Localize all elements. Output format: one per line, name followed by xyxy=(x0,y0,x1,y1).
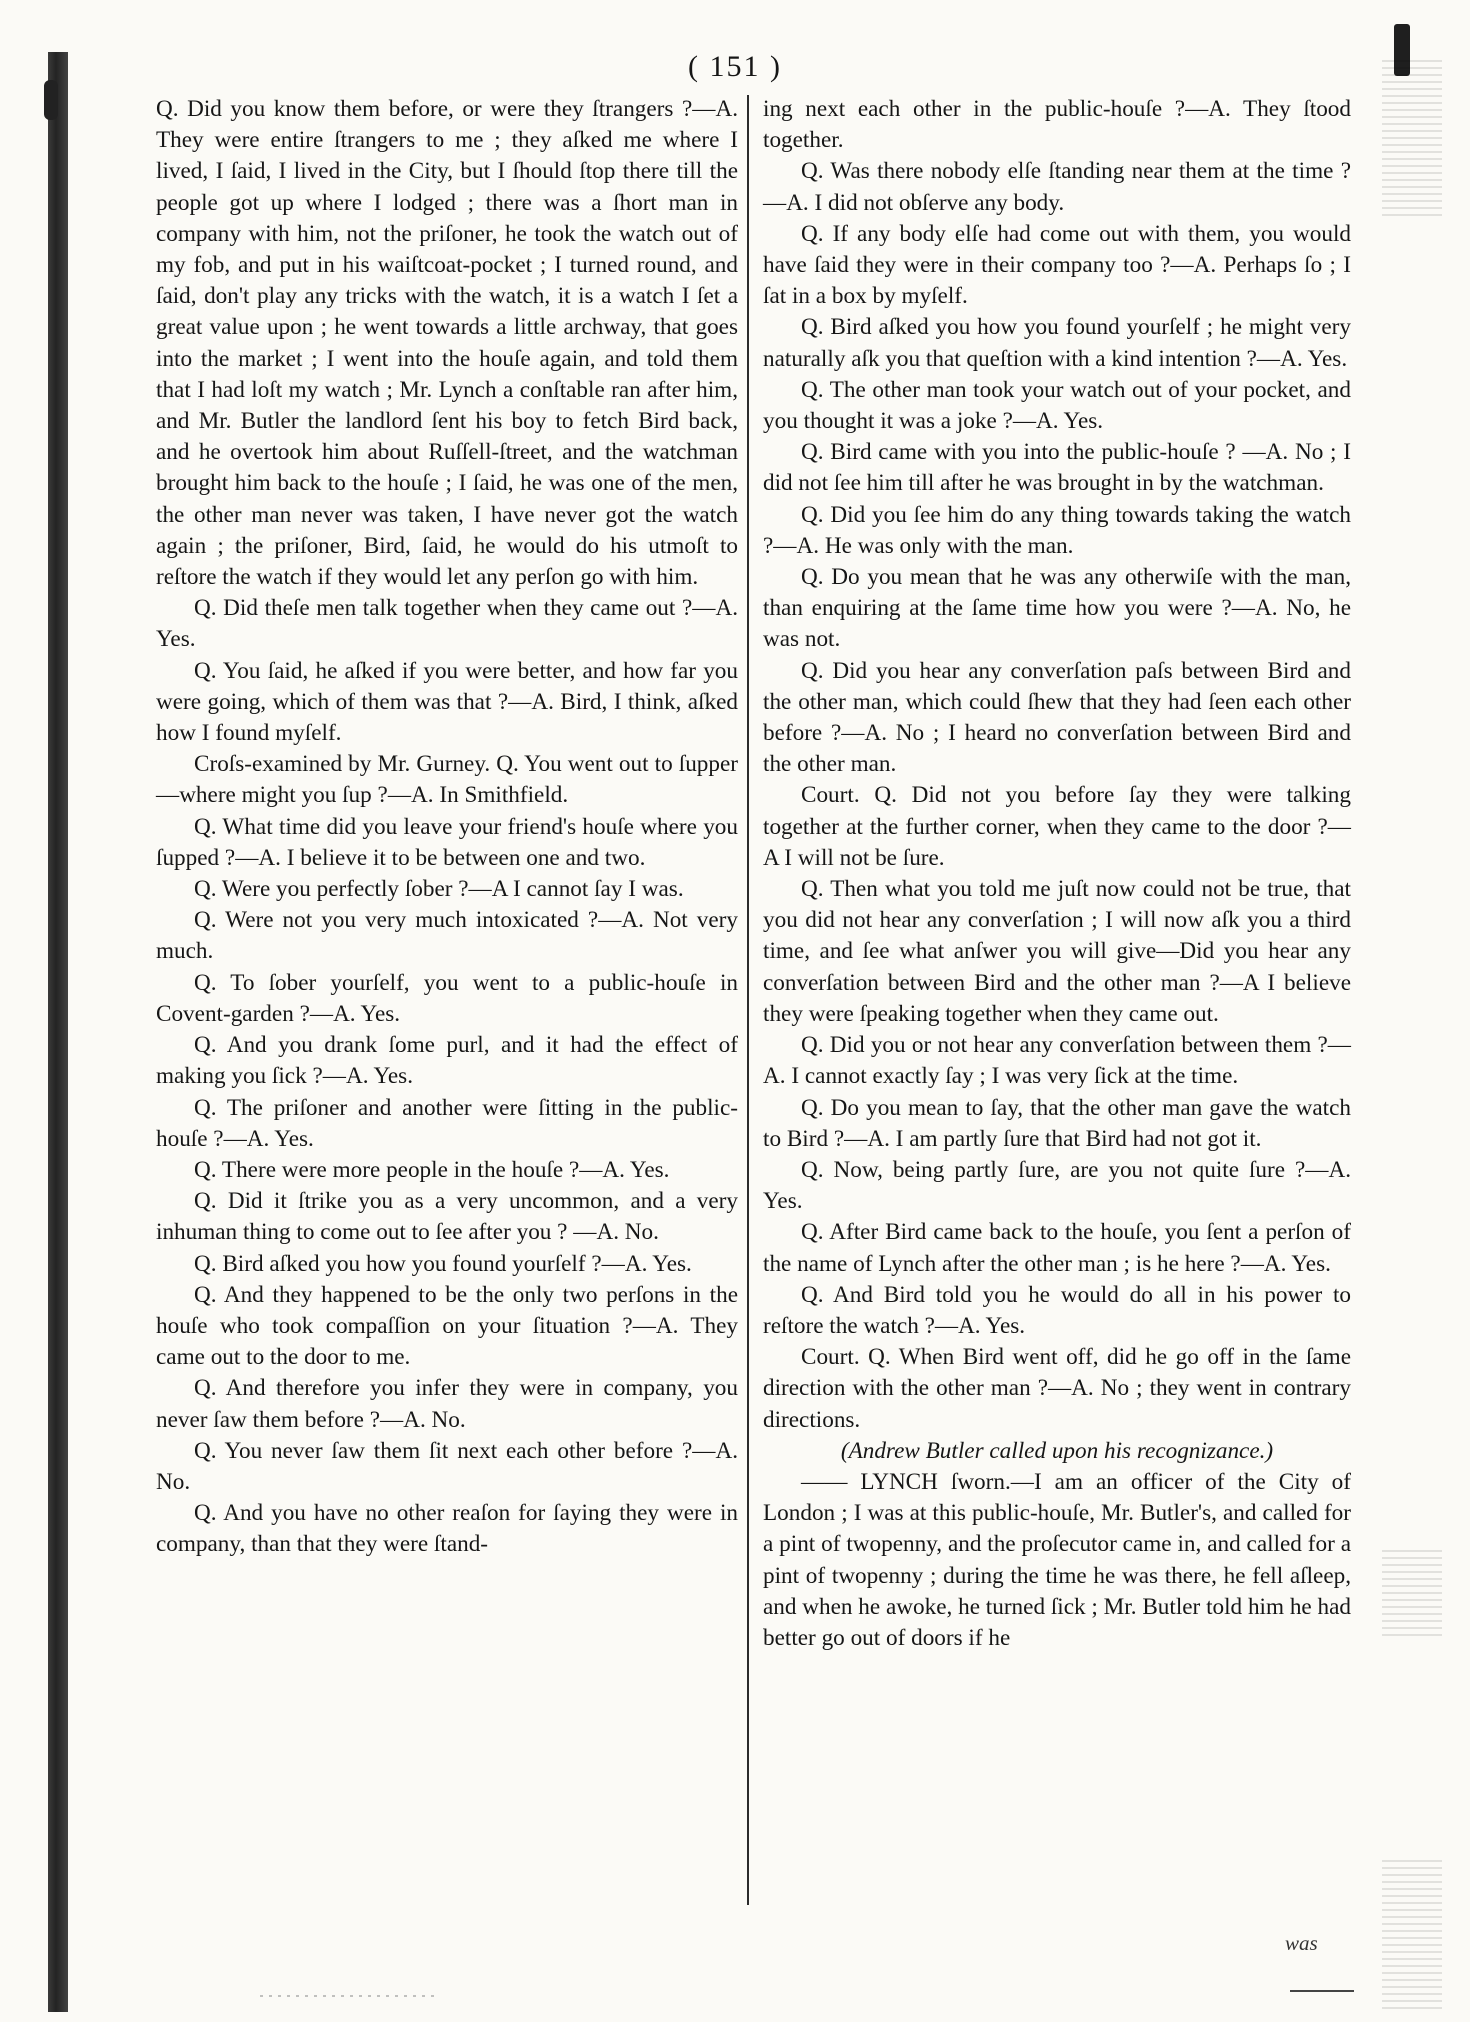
paragraph: ing next each other in the public-houſe ?—A. They ſtood together. xyxy=(763,96,1351,154)
paragraph: Q. Bird aſked you how you found yourſelf ; he might very naturally aſk you that queſtion with a kind intention ?—A. Yes. xyxy=(763,314,1351,372)
paragraph: Q. And you drank ſome purl, and it had the effect of making you ſick ?—A. Yes. xyxy=(156,1032,738,1090)
paragraph: Q. There were more people in the houſe ?—A. Yes. xyxy=(194,1156,670,1183)
paragraph: —— LYNCH ſworn.—I am an officer of the City of London ; I was at this public-houſe, Mr. Butler's, and called for a pint of twopenny, and the proſecutor came in, and called for a pint of twopenny ; during the time he was there, he fell aſleep, and when he awoke, he turned ſick ; Mr. Butler told him he had better go out of doors if he xyxy=(763,1468,1351,1651)
paragraph: Q. After Bird came back to the houſe, you ſent a perſon of the name of Lynch after the other man ; is he here ?—A. Yes. xyxy=(763,1219,1351,1277)
margin-speckle-top xyxy=(1382,60,1442,220)
paragraph: Court. Q. When Bird went off, did he go off in the ſame direction with the other man ?—A. No ; they went in contrary directions. xyxy=(763,1344,1351,1433)
paragraph: Q. The other man took your watch out of your pocket, and you thought it was a joke ?—A. Yes. xyxy=(763,376,1351,435)
bottom-smudge xyxy=(260,1995,440,1997)
paragraph: Q. The priſoner and another were ſitting in the public-houſe ?—A. Yes. xyxy=(156,1094,738,1152)
paragraph: Q. Did you ſee him do any thing towards taking the watch ?—A. He was only with the man. xyxy=(763,501,1351,559)
paragraph: Croſs-examined by Mr. Gurney. Q. You went out to ſupper—where might you ſup ?—A. In Smithfield. xyxy=(156,751,738,809)
paragraph: Q. Now, being partly ſure, are you not quite ſure ?—A. Yes. xyxy=(763,1156,1351,1215)
paragraph: Q. Did theſe men talk together when they came out ?—A. Yes. xyxy=(156,595,738,653)
paragraph: Q. You ſaid, he aſked if you were better, and how far you were going, which of them was that ?—A. Bird, I think, aſked how I found myſelf. xyxy=(156,657,738,747)
paragraph: Q. Were not you very much intoxicated ?—A. Not very much. xyxy=(156,907,738,965)
paragraph: Q. Do you mean that he was any otherwiſe with the man, than enquiring at the ſame time how you were ?—A. No, he was not. xyxy=(763,564,1351,653)
paragraph: Q. Did you or not hear any converſation between them ?—A. I cannot exactly ſay ; I was very ſick at the time. xyxy=(763,1032,1351,1090)
paragraph: Q. And you have no other reaſon for ſaying they were in company, than that they were ſtand- xyxy=(156,1500,738,1558)
paragraph: Q. To ſober yourſelf, you went to a public-houſe in Covent-garden ?—A. Yes. xyxy=(156,969,738,1027)
paragraph: Q. And they happened to be the only two perſons in the houſe who took compaſſion on your ſituation ?—A. They came out to the door to me. xyxy=(156,1281,738,1371)
left-column xyxy=(156,94,738,1561)
binding-edge-shadow xyxy=(48,52,68,2012)
paragraph: Q. Bird came with you into the public-houſe ? —A. No ; I did not ſee him till after he was brought in by the watchman. xyxy=(763,439,1351,497)
paragraph: Q. Was there nobody elſe ſtanding near them at the time ?—A. I did not obſerve any body. xyxy=(763,158,1351,216)
margin-speckle-mid xyxy=(1382,1550,1442,1640)
paragraph: Q. And Bird told you he would do all in his power to reſtore the watch ?—A. Yes. xyxy=(763,1281,1351,1339)
column-divider xyxy=(747,95,749,1905)
catchword: was xyxy=(1285,1931,1318,1955)
paragraph: Q. Then what you told me juſt now could not be true, that you did not hear any converſation ; I will now aſk you a third time, and ſee what anſwer you will give—Did you hear any converſation between Bird and the other man ?—A I believe they were ſpeaking together when they came out. xyxy=(763,876,1351,1027)
paragraph: Q. Were you perfectly ſober ?—A I cannot ſay I was. xyxy=(194,876,684,903)
margin-speckle-bottom xyxy=(1382,1860,1442,2010)
right-column xyxy=(763,94,1351,1654)
paragraph: Q. Bird aſked you how you found yourſelf ?—A. Yes. xyxy=(194,1250,692,1277)
paragraph: Q. Do you mean to ſay, that the other man gave the watch to Bird ?—A. I am partly ſure that Bird had not got it. xyxy=(763,1094,1351,1152)
paragraph: Q. Did it ſtrike you as a very uncommon, and a very inhuman thing to come out to ſee after you ? —A. No. xyxy=(156,1188,738,1246)
paragraph: Q. Did you hear any converſation paſs between Bird and the other man, which could ſhew that they had ſeen each other before ?—A. No ; I heard no converſation between Bird and the other man. xyxy=(763,657,1351,778)
paragraph: Q. And therefore you infer they were in company, you never ſaw them before ?—A. No. xyxy=(156,1375,738,1433)
paragraph: Q. What time did you leave your friend's houſe where you ſupped ?—A. I believe it to be between one and two. xyxy=(156,813,738,871)
paragraph: Q. You never ſaw them ſit next each other before ?—A. No. xyxy=(156,1437,738,1495)
page-number: ( 151 ) xyxy=(688,50,782,83)
paragraph: Q. If any body elſe had come out with them, you would have ſaid they were in their company too ?—A. Perhaps ſo ; I ſat in a box by myſelf. xyxy=(763,220,1351,310)
binding-edge-mark xyxy=(44,80,58,120)
paragraph: Q. Did you know them before, or were they ſtrangers ?—A. They were entire ſtrangers to me ; they aſked me where I lived, I ſaid, I lived in the City, but I ſhould ſtop there till the people got up where I lodged ; there was a ſhort man in company with him, not the priſoner, he took the watch out of my fob, and put in his waiſtcoat-pocket ; I turned round, and ſaid, don't play any tricks with the watch, it is a watch I ſet a great value upon ; he went towards a little archway, that goes into the market ; I went into the houſe again, and told them that I had loſt my watch ; Mr. Lynch a conſtable ran after him, and Mr. Butler the landlord ſent his boy to fetch Bird back, and he overtook him about Ruſſell-ſtreet, and the watchman brought him back to the houſe ; I ſaid, he was one of the men, the other man never was taken, I have never got the watch again ; the priſoner, Bird, ſaid, he would do his utmoſt to reſtore the watch if they would let any perſon go with him. xyxy=(156,96,738,591)
paragraph: (Andrew Butler called upon his recognizance.) xyxy=(840,1437,1274,1464)
bottom-rule xyxy=(1290,1990,1354,1992)
paragraph: Court. Q. Did not you before ſay they were talking together at the further corner, when they came to the door ?—A I will not be ſure. xyxy=(763,782,1351,871)
